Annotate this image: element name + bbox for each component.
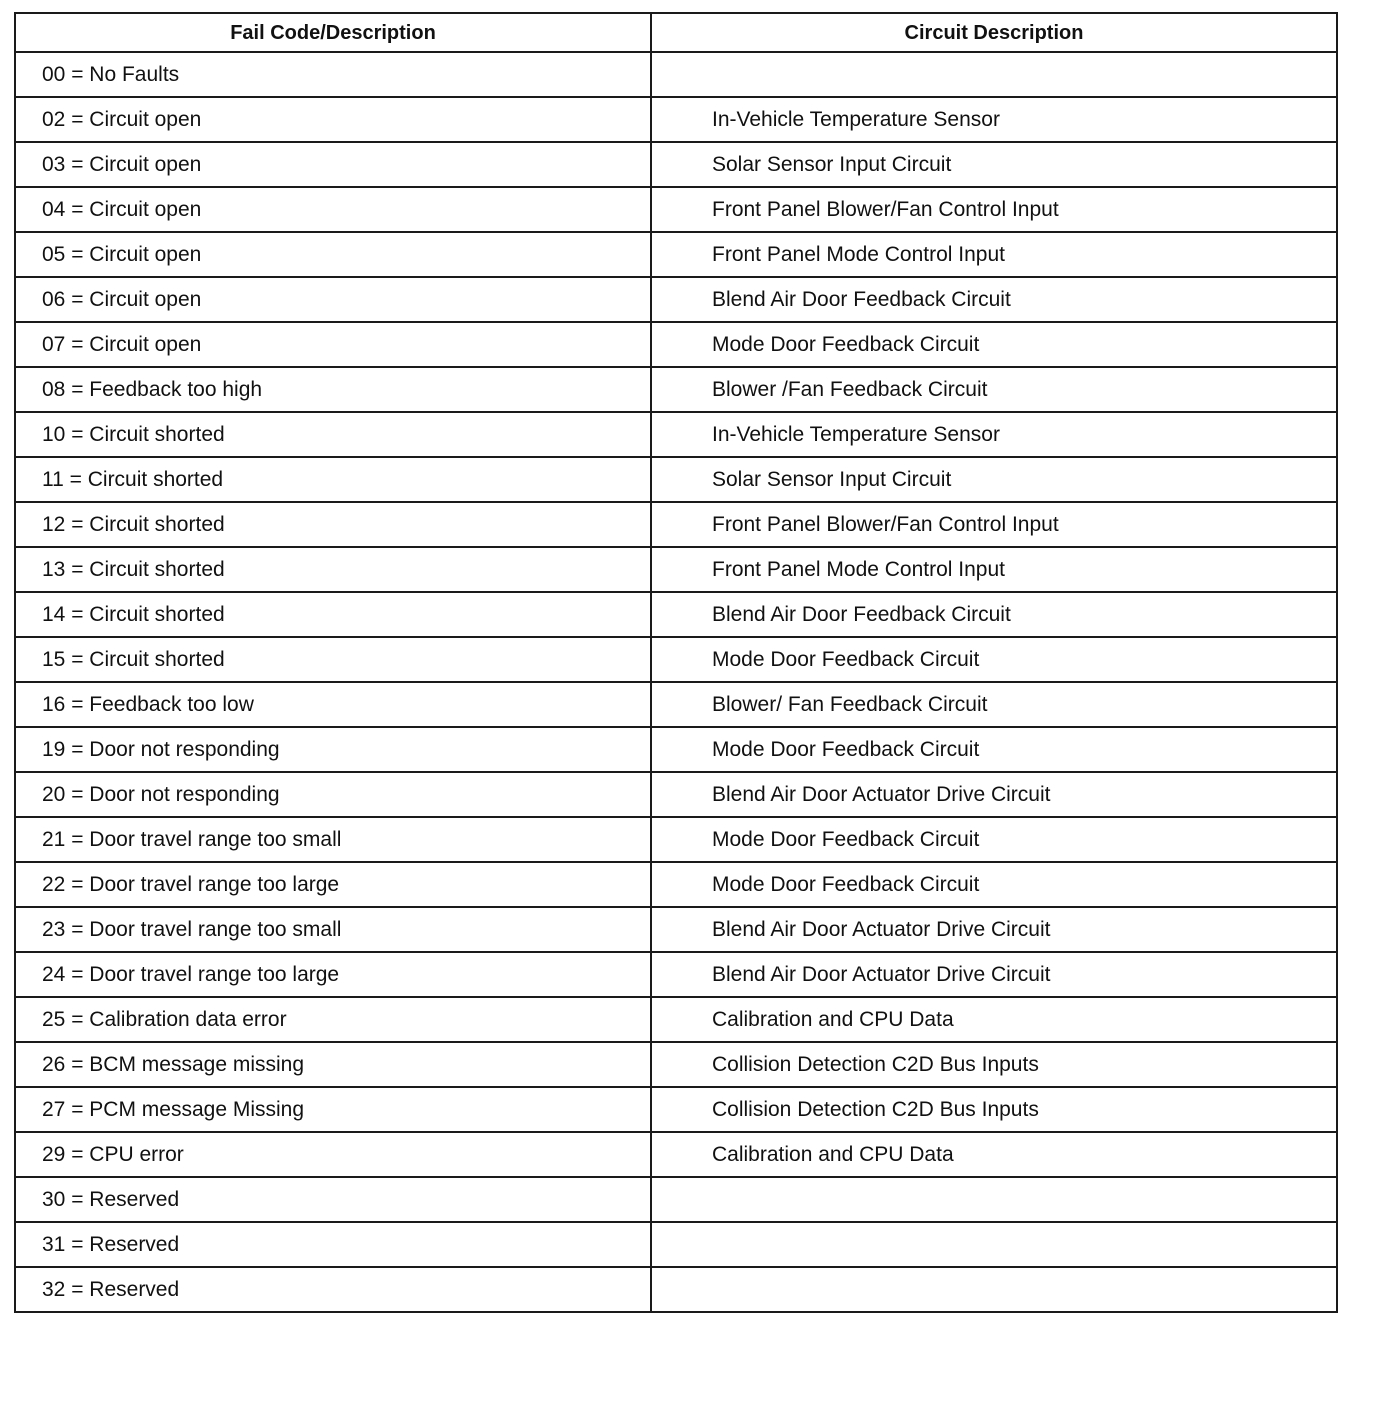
table-row [15,1087,1337,1132]
circuit-description-cell: Calibration and CPU Data [651,997,1337,1042]
fail-code-cell: 32 = Reserved [15,1267,651,1312]
circuit-description-cell: Mode Door Feedback Circuit [651,817,1337,862]
table-row [15,1267,1337,1312]
table-body [15,52,1337,1312]
circuit-description-cell: Calibration and CPU Data [651,1132,1337,1177]
table-row [15,187,1337,232]
circuit-description-cell: Solar Sensor Input Circuit [651,142,1337,187]
header-row [15,13,1337,52]
fail-code-cell: 07 = Circuit open [15,322,651,367]
fail-code-cell: 00 = No Faults [15,52,651,97]
circuit-description-cell: Blower/ Fan Feedback Circuit [651,682,1337,727]
circuit-description-cell: Front Panel Mode Control Input [651,232,1337,277]
fail-code-cell: 13 = Circuit shorted [15,547,651,592]
table-row [15,367,1337,412]
table-row [15,412,1337,457]
table-row [15,52,1337,97]
fail-code-cell: 26 = BCM message missing [15,1042,651,1087]
table-row [15,637,1337,682]
circuit-description-cell: Mode Door Feedback Circuit [651,727,1337,772]
table-row [15,1222,1337,1267]
fail-code-cell: 05 = Circuit open [15,232,651,277]
table-row [15,457,1337,502]
table-row [15,232,1337,277]
circuit-description-cell: Blend Air Door Feedback Circuit [651,592,1337,637]
fail-code-cell: 23 = Door travel range too small [15,907,651,952]
table-header [15,13,1337,52]
fail-code-cell: 24 = Door travel range too large [15,952,651,997]
circuit-description-cell: Mode Door Feedback Circuit [651,322,1337,367]
circuit-description-cell: Blower /Fan Feedback Circuit [651,367,1337,412]
table-row [15,97,1337,142]
fail-code-cell: 03 = Circuit open [15,142,651,187]
fail-code-cell: 11 = Circuit shorted [15,457,651,502]
table-row [15,952,1337,997]
table-row [15,142,1337,187]
fail-code-cell: 06 = Circuit open [15,277,651,322]
table-row [15,1042,1337,1087]
fault-code-table [14,12,1338,1313]
circuit-description-cell: Mode Door Feedback Circuit [651,637,1337,682]
circuit-description-cell [651,1267,1337,1312]
fail-code-cell: 19 = Door not responding [15,727,651,772]
fail-code-cell: 16 = Feedback too low [15,682,651,727]
header-fail-code: Fail Code/Description [15,13,651,52]
fail-code-cell: 25 = Calibration data error [15,997,651,1042]
table-row [15,1177,1337,1222]
fail-code-cell: 30 = Reserved [15,1177,651,1222]
table-row [15,277,1337,322]
circuit-description-cell [651,1222,1337,1267]
circuit-description-cell: In-Vehicle Temperature Sensor [651,97,1337,142]
circuit-description-cell: Blend Air Door Feedback Circuit [651,277,1337,322]
fail-code-cell: 04 = Circuit open [15,187,651,232]
table-row [15,322,1337,367]
fail-code-cell: 10 = Circuit shorted [15,412,651,457]
fail-code-cell: 14 = Circuit shorted [15,592,651,637]
table-row [15,772,1337,817]
fail-code-cell: 15 = Circuit shorted [15,637,651,682]
circuit-description-cell: Front Panel Mode Control Input [651,547,1337,592]
table-row [15,997,1337,1042]
circuit-description-cell: Solar Sensor Input Circuit [651,457,1337,502]
fail-code-cell: 21 = Door travel range too small [15,817,651,862]
circuit-description-cell: Blend Air Door Actuator Drive Circuit [651,907,1337,952]
table-row [15,502,1337,547]
table-row [15,907,1337,952]
table-row [15,862,1337,907]
circuit-description-cell [651,1177,1337,1222]
circuit-description-cell: Collision Detection C2D Bus Inputs [651,1042,1337,1087]
table-row [15,727,1337,772]
table-row [15,1132,1337,1177]
fail-code-cell: 02 = Circuit open [15,97,651,142]
fail-code-cell: 20 = Door not responding [15,772,651,817]
circuit-description-cell: Blend Air Door Actuator Drive Circuit [651,952,1337,997]
table-row [15,547,1337,592]
circuit-description-cell: Mode Door Feedback Circuit [651,862,1337,907]
table-row [15,817,1337,862]
circuit-description-cell: Blend Air Door Actuator Drive Circuit [651,772,1337,817]
table-row [15,682,1337,727]
circuit-description-cell: Collision Detection C2D Bus Inputs [651,1087,1337,1132]
fail-code-cell: 31 = Reserved [15,1222,651,1267]
fail-code-cell: 22 = Door travel range too large [15,862,651,907]
fail-code-cell: 08 = Feedback too high [15,367,651,412]
fail-code-cell: 27 = PCM message Missing [15,1087,651,1132]
fail-code-cell: 12 = Circuit shorted [15,502,651,547]
circuit-description-cell: In-Vehicle Temperature Sensor [651,412,1337,457]
circuit-description-cell [651,52,1337,97]
table-row [15,592,1337,637]
circuit-description-cell: Front Panel Blower/Fan Control Input [651,187,1337,232]
header-circuit-description: Circuit Description [651,13,1337,52]
circuit-description-cell: Front Panel Blower/Fan Control Input [651,502,1337,547]
fail-code-cell: 29 = CPU error [15,1132,651,1177]
